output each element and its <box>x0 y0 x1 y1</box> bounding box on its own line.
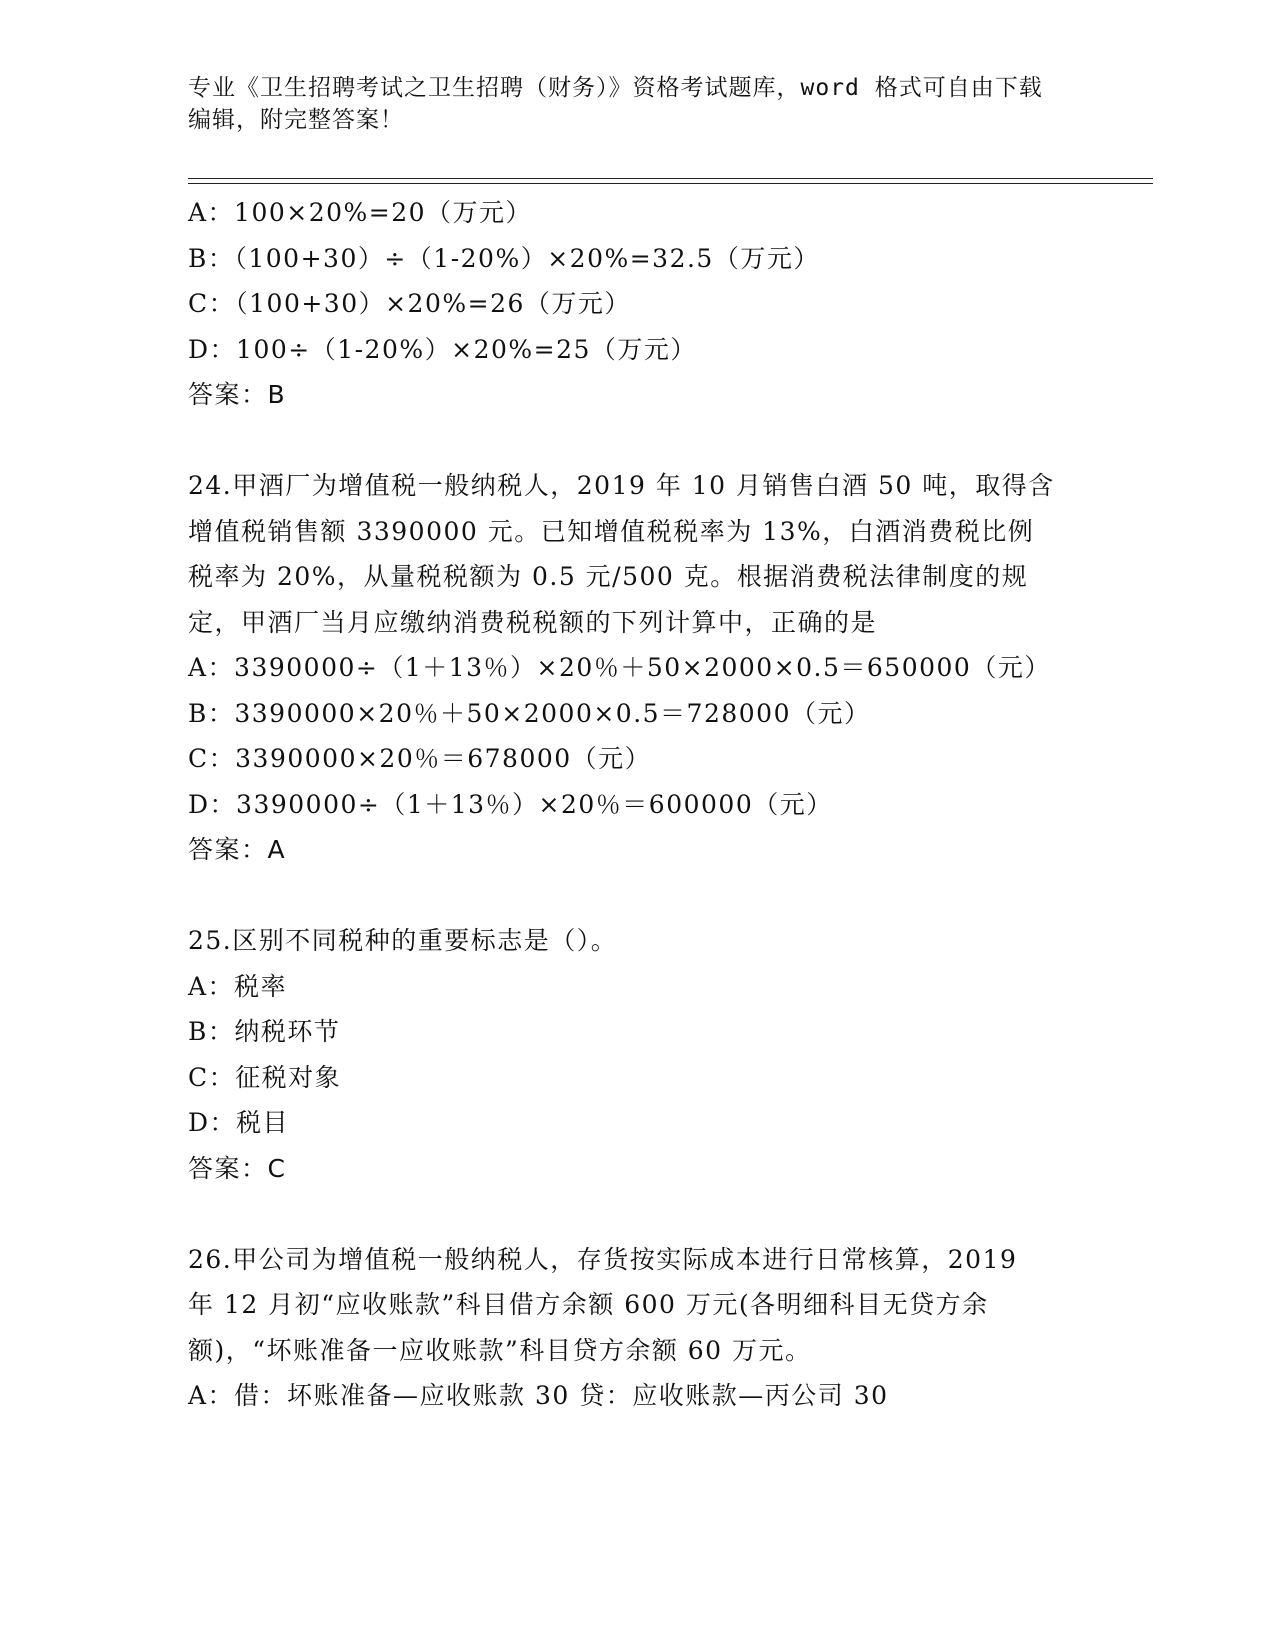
option-a: A：税率 <box>188 971 288 1001</box>
header-line-2: 编辑，附完整答案！ <box>188 107 404 133</box>
option-b: B：3390000×20％＋50×2000×0.5＝728000（元） <box>188 698 871 728</box>
document-body <box>188 190 1088 1419</box>
header-divider-bottom <box>188 183 1153 184</box>
option-c: C：3390000×20％＝678000（元） <box>188 744 652 773</box>
spacer <box>188 873 1088 919</box>
question-stem: 额)，“坏账准备一应收账款”科目贷方余额 60 万元。 <box>188 1335 812 1365</box>
option-a: A：3390000÷（1＋13％）×20％＋50×2000×0.5＝650000（元） <box>188 653 1051 682</box>
question-stem: 26.甲公司为增值税一般纳税人，存货按实际成本进行日常核算，2019 <box>188 1244 1018 1274</box>
option-b: B：（100+30）÷（1-20%）×20%=32.5（万元） <box>188 243 820 273</box>
option-d: D：100÷（1-20%）×20%=25（万元） <box>188 334 697 364</box>
question-23 <box>188 190 1088 418</box>
option-d: D：3390000÷（1＋13％）×20％＝600000（元） <box>188 789 833 819</box>
header-line-1: 专业《卫生招聘考试之卫生招聘（财务）》资格考试题库，word 格式可自由下载 <box>188 75 1043 101</box>
question-stem: 24.甲酒厂为增值税一般纳税人，2019 年 10 月销售白酒 50 吨，取得含 <box>188 471 1055 500</box>
answer: 答案：B <box>188 380 287 409</box>
question-stem: 税率为 20%，从量税税额为 0.5 元/500 克。根据消费税法律制度的规 <box>188 562 1029 591</box>
option-a: A：100×20%=20（万元） <box>188 198 533 227</box>
document-header <box>188 72 1088 136</box>
option-b: B：纳税环节 <box>188 1017 341 1046</box>
spacer <box>188 418 1088 464</box>
question-stem: 年 12 月初“应收账款”科目借方余额 600 万元(各明细科目无贷方余 <box>188 1290 989 1319</box>
question-stem: 定，甲酒厂当月应缴纳消费税税额的下列计算中，正确的是 <box>188 607 878 637</box>
option-c: C：征税对象 <box>188 1062 342 1092</box>
question-26 <box>188 1237 1088 1419</box>
spacer <box>188 1191 1088 1237</box>
question-24 <box>188 463 1088 873</box>
answer: 答案：A <box>188 835 287 864</box>
answer: 答案：C <box>188 1153 287 1183</box>
option-c: C：（100+30）×20%=26（万元） <box>188 289 631 318</box>
question-25 <box>188 918 1088 1191</box>
header-divider-top <box>188 178 1153 179</box>
option-d: D：税目 <box>188 1108 290 1137</box>
question-stem: 25.区别不同税种的重要标志是（）。 <box>188 926 618 955</box>
question-stem: 增值税销售额 3390000 元。已知增值税税率为 13%，白酒消费税比例 <box>188 516 1035 546</box>
option-a: A：借：坏账准备—应收账款 30 贷：应收账款—丙公司 30 <box>188 1381 889 1410</box>
